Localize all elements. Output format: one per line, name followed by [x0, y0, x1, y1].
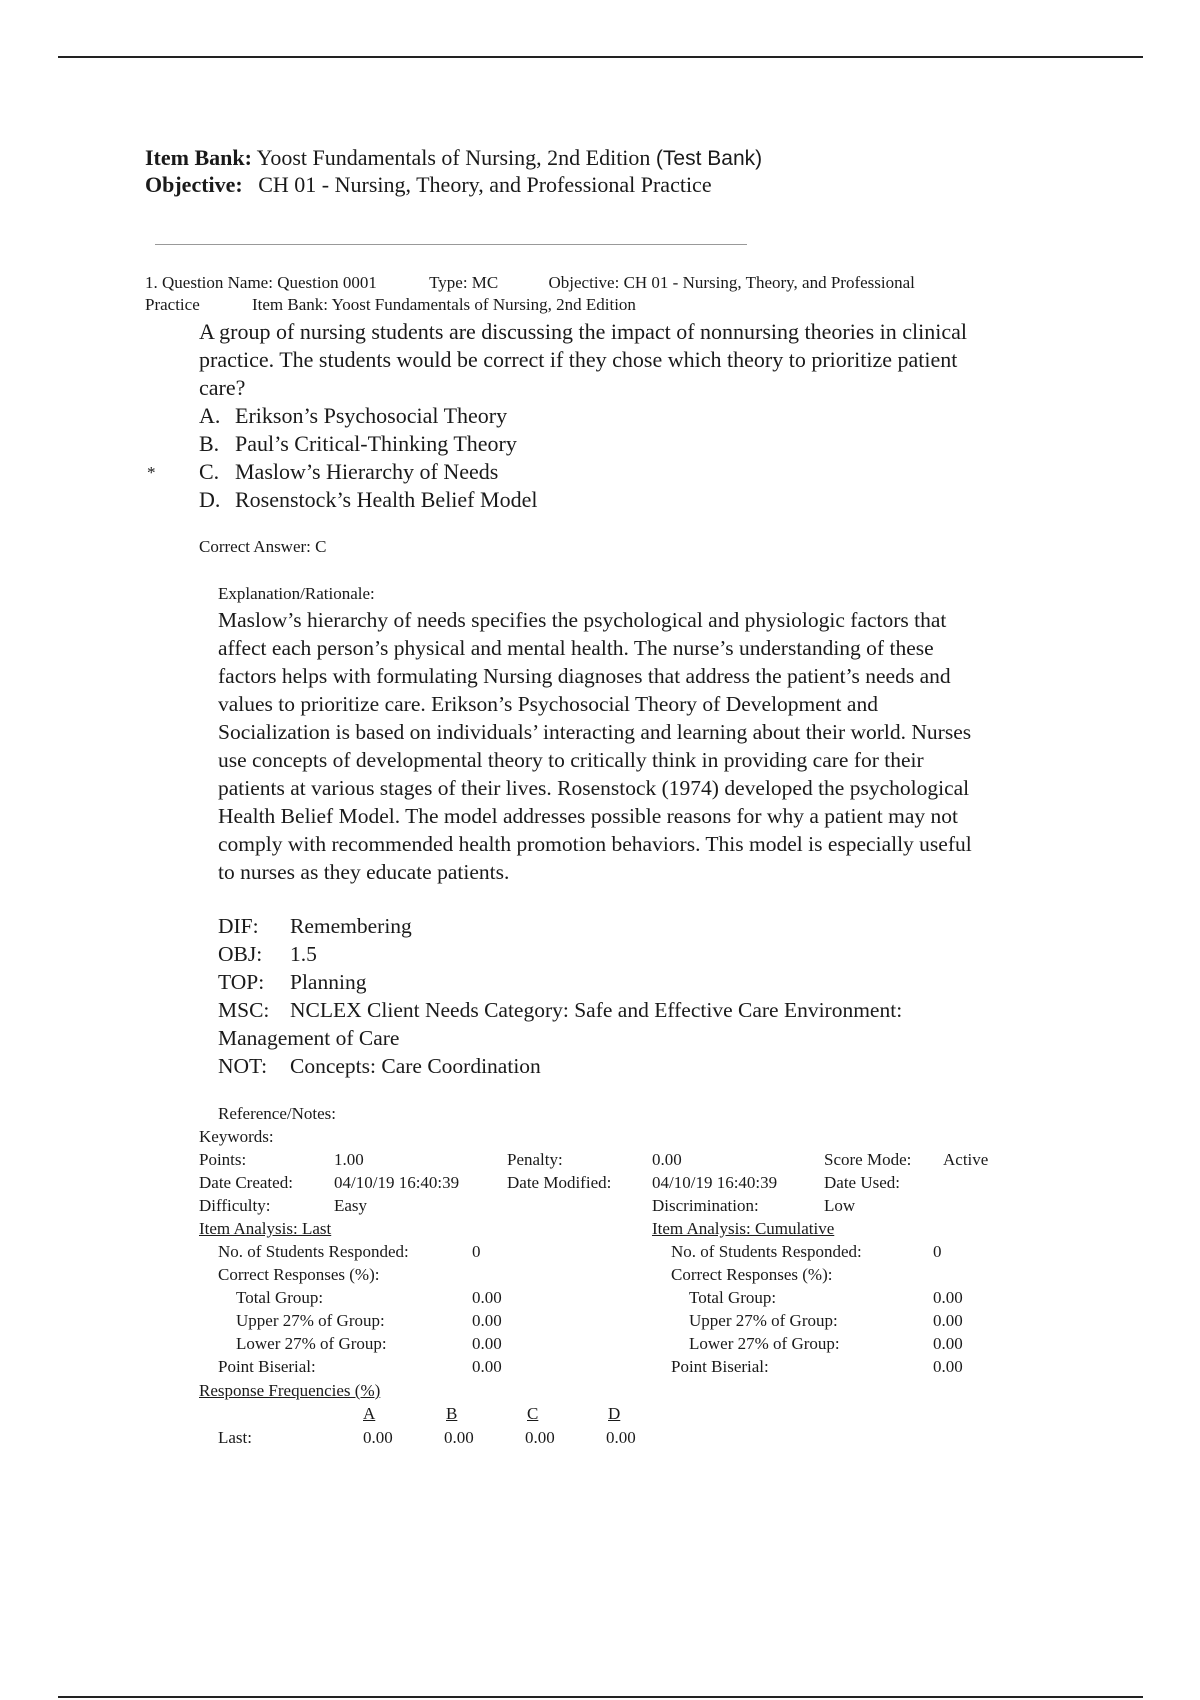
explanation-line: to nurses as they educate patients. — [218, 860, 510, 884]
date-created-label: Date Created: — [199, 1173, 293, 1192]
stem-line: A group of nursing students are discussing the impact of nonnursing theories in clinical — [199, 319, 968, 344]
cum-total-value: 0.00 — [933, 1288, 963, 1307]
option-text: Rosenstock’s Health Belief Model — [235, 487, 538, 512]
freq-header-a: A — [363, 1404, 376, 1423]
date-used-label: Date Used: — [824, 1173, 901, 1192]
penalty-value: 0.00 — [652, 1150, 682, 1169]
top-rule — [58, 56, 1143, 58]
cum-biserial-label: Point Biserial: — [671, 1357, 769, 1376]
freq-header-c: C — [527, 1404, 539, 1423]
option-letter: A. — [199, 403, 221, 428]
question-meta-line2 — [145, 295, 636, 315]
question-tags — [218, 912, 902, 1080]
tag-value: NCLEX Client Needs Category: Safe and Effective Care Environment: — [290, 998, 903, 1022]
option-a — [199, 402, 537, 430]
option-b — [199, 430, 537, 458]
correct-marker: * — [147, 463, 156, 482]
cum-responded-value: 0 — [933, 1242, 942, 1261]
explanation-line: values to prioritize care. Erikson’s Psychosocial Theory of Development and — [218, 692, 878, 716]
response-frequencies-title: Response Frequencies (%) — [199, 1381, 381, 1400]
last-total-value: 0.00 — [472, 1288, 502, 1307]
item-bank-header — [145, 145, 762, 171]
tag-not — [218, 1052, 902, 1080]
cum-lower-label: Lower 27% of Group: — [689, 1334, 840, 1353]
tag-msc-cont: Management of Care — [218, 1026, 400, 1050]
explanation-line: factors helps with formulating Nursing diagnoses that address the patient’s needs and — [218, 664, 951, 688]
last-upper-value: 0.00 — [472, 1311, 502, 1330]
stem-line: care? — [199, 375, 246, 400]
tag-label: MSC: — [218, 998, 270, 1022]
discrimination-value: Low — [824, 1196, 856, 1215]
question-objective: Objective: CH 01 - Nursing, Theory, and Professional — [548, 273, 915, 292]
bottom-rule — [58, 1696, 1143, 1698]
discrimination-label: Discrimination: — [652, 1196, 759, 1215]
option-c — [199, 458, 537, 486]
explanation-line: Socialization is based on individuals’ interacting and learning about their world. Nurses — [218, 720, 972, 744]
freq-header-d: D — [608, 1404, 621, 1423]
option-letter: B. — [199, 431, 220, 456]
tag-value: Concepts: Care Coordination — [290, 1054, 541, 1078]
tag-dif — [218, 912, 902, 940]
explanation-line: Health Belief Model. The model addresses possible reasons for why a patient may not — [218, 804, 958, 828]
item-bank-label: Item Bank: — [145, 145, 252, 170]
tag-obj — [218, 940, 902, 968]
cum-lower-value: 0.00 — [933, 1334, 963, 1353]
last-biserial-value: 0.00 — [472, 1357, 502, 1376]
cum-total-label: Total Group: — [689, 1288, 777, 1307]
penalty-label: Penalty: — [507, 1150, 563, 1169]
header-separator — [155, 244, 747, 245]
cum-upper-label: Upper 27% of Group: — [689, 1311, 838, 1330]
score-mode-label: Score Mode: — [824, 1150, 912, 1169]
cum-responded-label: No. of Students Responded: — [671, 1242, 862, 1261]
tag-label: OBJ: — [218, 942, 263, 966]
item-analysis-cumulative-title: Item Analysis: Cumulative — [652, 1219, 835, 1238]
tag-msc — [218, 996, 902, 1024]
item-bank-value: Yoost Fundamentals of Nursing, 2nd Edition — [256, 145, 651, 170]
date-created-value: 04/10/19 16:40:39 — [334, 1173, 460, 1192]
last-biserial-label: Point Biserial: — [218, 1357, 316, 1376]
stem-line: practice. The students would be correct if they chose which theory to prioritize patient — [199, 347, 958, 372]
tag-value: 1.5 — [290, 942, 317, 966]
option-text: Paul’s Critical-Thinking Theory — [235, 431, 517, 456]
tag-label: TOP: — [218, 970, 265, 994]
item-bank-note: (Test Bank) — [655, 147, 763, 170]
question-type: Type: MC — [429, 273, 499, 292]
item-analysis-last-title: Item Analysis: Last — [199, 1219, 332, 1238]
date-modified-label: Date Modified: — [507, 1173, 612, 1192]
last-responded-value: 0 — [472, 1242, 481, 1261]
tag-value: Planning — [290, 970, 367, 994]
last-lower-label: Lower 27% of Group: — [236, 1334, 387, 1353]
freq-value-a: 0.00 — [363, 1428, 393, 1447]
explanation-label: Explanation/Rationale: — [218, 584, 375, 603]
objective-header — [145, 172, 712, 198]
correct-answer: Correct Answer: C — [199, 537, 327, 556]
freq-row-label: Last: — [218, 1428, 252, 1447]
cum-correct-label: Correct Responses (%): — [671, 1265, 833, 1284]
question-stem — [199, 318, 967, 402]
cum-biserial-value: 0.00 — [933, 1357, 963, 1376]
option-text: Maslow’s Hierarchy of Needs — [235, 459, 499, 484]
question-meta-line1 — [145, 273, 915, 293]
date-modified-value: 04/10/19 16:40:39 — [652, 1173, 778, 1192]
tag-label: DIF: — [218, 914, 259, 938]
option-text: Erikson’s Psychosocial Theory — [235, 403, 508, 428]
explanation-line: affect each person’s physical and mental health. The nurse’s understanding of these — [218, 636, 934, 660]
points-label: Points: — [199, 1150, 247, 1169]
tag-top — [218, 968, 902, 996]
explanation-body — [218, 606, 972, 886]
last-correct-label: Correct Responses (%): — [218, 1265, 380, 1284]
explanation-line: patients at various stages of their lives. Rosenstock (1974) developed the psychological — [218, 776, 970, 800]
difficulty-value: Easy — [334, 1196, 368, 1215]
tag-label: NOT: — [218, 1054, 268, 1078]
last-lower-value: 0.00 — [472, 1334, 502, 1353]
option-d — [199, 486, 537, 514]
last-upper-label: Upper 27% of Group: — [236, 1311, 385, 1330]
explanation-line: Maslow’s hierarchy of needs specifies the psychological and physiologic factors that — [218, 608, 947, 632]
score-mode-value: Active — [943, 1150, 989, 1169]
tag-value: Remembering — [290, 914, 412, 938]
objective-value: CH 01 - Nursing, Theory, and Professional Practice — [258, 172, 712, 197]
freq-value-c: 0.00 — [525, 1428, 555, 1447]
points-value: 1.00 — [334, 1150, 364, 1169]
question-name: 1. Question Name: Question 0001 — [145, 273, 377, 292]
cum-upper-value: 0.00 — [933, 1311, 963, 1330]
question-objective-cont: Practice — [145, 295, 200, 314]
last-responded-label: No. of Students Responded: — [218, 1242, 409, 1261]
last-total-label: Total Group: — [236, 1288, 324, 1307]
answer-options — [199, 402, 537, 514]
difficulty-label: Difficulty: — [199, 1196, 271, 1215]
explanation-line: comply with recommended health promotion behaviors. This model is especially useful — [218, 832, 972, 856]
option-letter: C. — [199, 459, 220, 484]
keywords-label: Keywords: — [199, 1127, 274, 1146]
option-letter: D. — [199, 487, 221, 512]
question-item-bank: Item Bank: Yoost Fundamentals of Nursing, 2nd Edition — [252, 295, 636, 314]
reference-notes-label: Reference/Notes: — [218, 1104, 336, 1123]
freq-value-b: 0.00 — [444, 1428, 474, 1447]
freq-value-d: 0.00 — [606, 1428, 636, 1447]
objective-label: Objective: — [145, 172, 243, 197]
explanation-line: use concepts of developmental theory to critically think in providing care for their — [218, 748, 924, 772]
freq-header-b: B — [446, 1404, 458, 1423]
